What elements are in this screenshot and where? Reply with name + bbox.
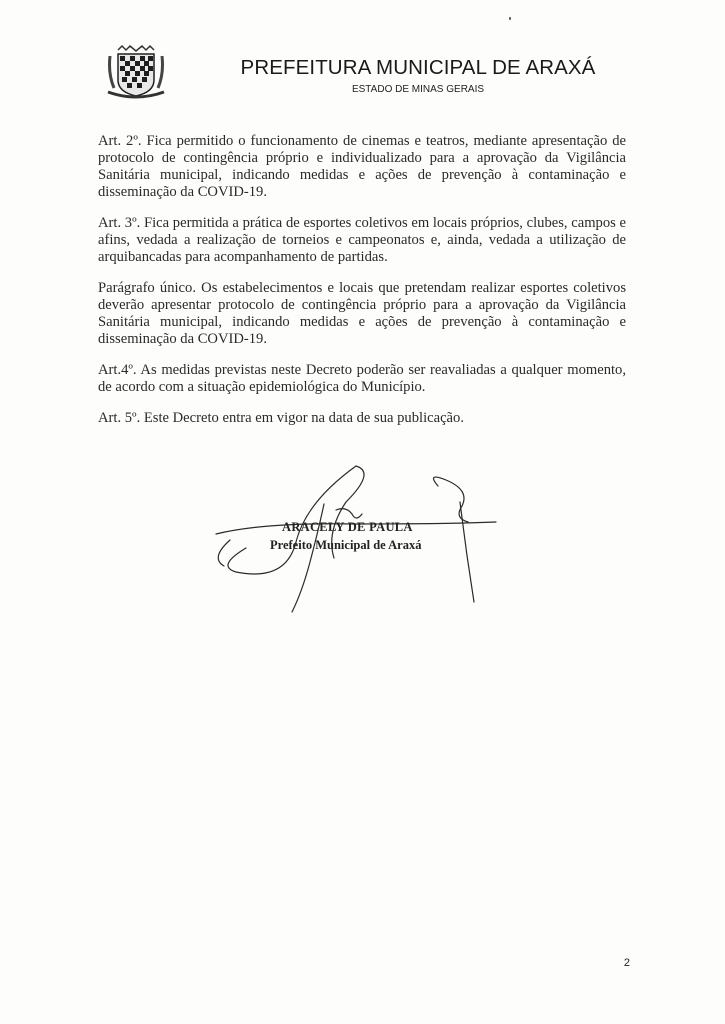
article-3: Art. 3º. Fica permitida a prática de esportes coletivos em locais próprios, clubes, campos e afins, vedada a realização de torneios e campeonatos e, ainda, vedada a utilização de arquibancadas para acompanhamento de partidas. [98,215,626,265]
decree-body [98,133,626,441]
signatory-name: ARACELY DE PAULA [282,520,413,534]
coat-of-arms-icon [104,44,168,100]
header-subtitle: ESTADO DE MINAS GERAIS [351,84,485,95]
article-3-sole-paragraph: Parágrafo único. Os estabelecimentos e locais que pretendam realizar esportes coletivos deverão apresentar protocolo de contingência próprio para a aprovação da Vigilância Sanitária municipal, indicando medidas e ações de prevenção à contaminação e disseminação da COVID-19. [98,280,626,347]
article-5: Art. 5º. Este Decreto entra em vigor na data de sua publicação. [98,410,464,426]
article-2: Art. 2º. Fica permitido o funcionamento de cinemas e teatros, mediante apresentação de protocolo de contingência próprio e individualizado para a aprovação da Vigilância Sanitária municipal, indicando medidas e ações de prevenção à contaminação e disseminação da COVID-19. [98,133,626,200]
header-title: PREFEITURA MUNICIPAL DE ARAXÁ [240,56,596,79]
scan-speck [509,17,511,20]
page-number: 2 [623,957,630,969]
article-4: Art.4º. As medidas previstas neste Decreto poderão ser reavaliadas a qualquer momento, de acordo com a situação epidemiológica do Município. [98,362,626,395]
signatory-role: Prefeito Municipal de Araxá [270,538,422,552]
